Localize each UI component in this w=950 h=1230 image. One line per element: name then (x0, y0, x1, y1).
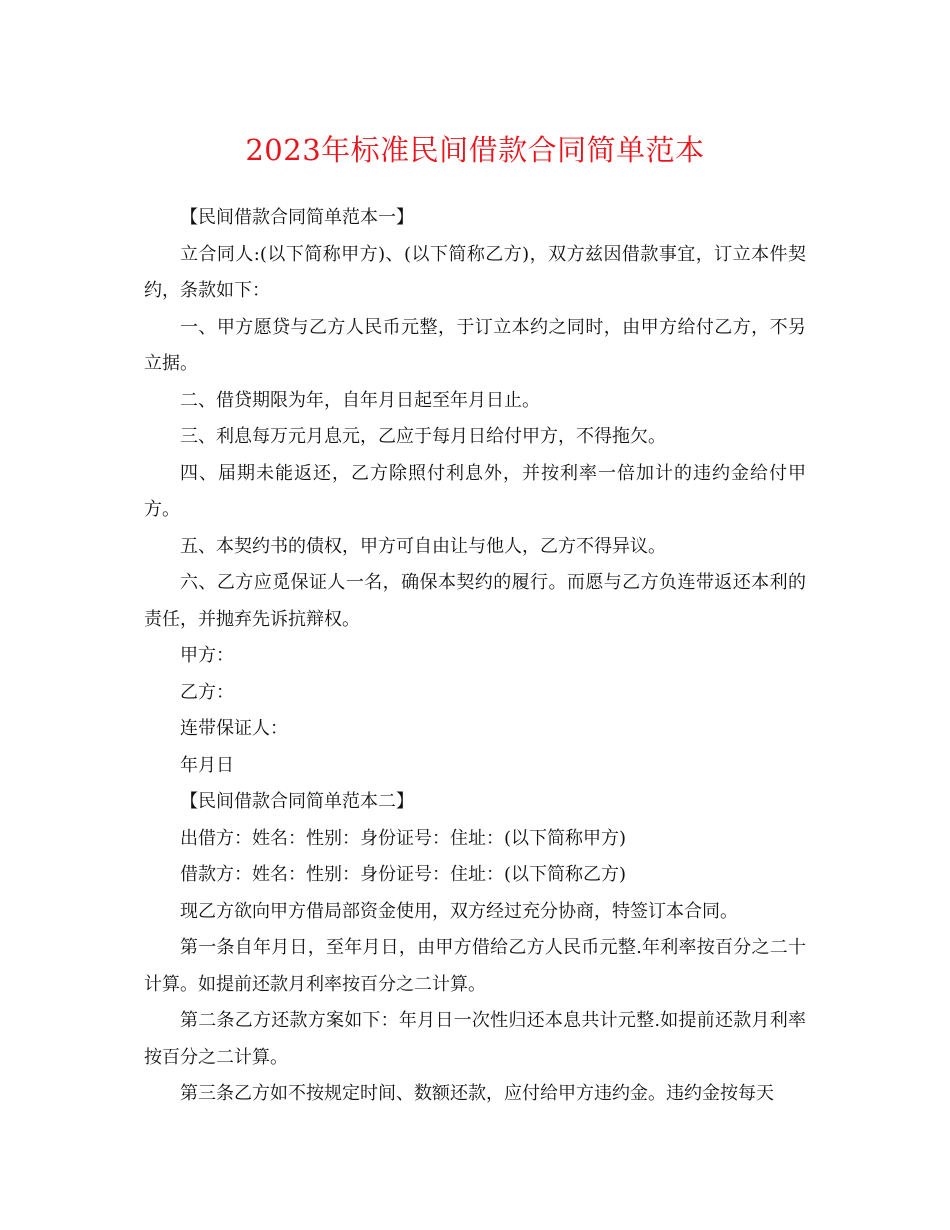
article-1: 第一条自年月日，至年月日，由甲方借给乙方人民币元整.年利率按百分之二十计算。如提前还款月利率按百分之二计算。 (144, 937, 806, 995)
clause-4: 四、届期未能返还，乙方除照付利息外，并按利率一倍加计的违约金给付甲方。 (144, 462, 806, 520)
clause-5: 五、本契约书的债权，甲方可自由让与他人，乙方不得异议。 (180, 535, 666, 557)
clause-1: 一、甲方愿贷与乙方人民币元整，于订立本约之同时，由甲方给付乙方，不另立据。 (144, 316, 806, 374)
document-title: 2023年标准民间借款合同简单范本 (245, 133, 705, 167)
signature-party-b: 乙方： (180, 681, 234, 703)
article-2: 第二条乙方还款方案如下：年月日一次性归还本息共计元整.如提前还款月利率按百分之二计算。 (144, 1010, 806, 1068)
borrower-info: 借款方：姓名：性别：身份证号：住址：(以下简称乙方) (180, 864, 627, 885)
document-body (144, 200, 806, 1113)
clause-3: 三、利息每万元月息元，乙应于每月日给付甲方，不得拖欠。 (180, 426, 666, 447)
section-heading-2: 【民间借款合同简单范本二】 (180, 791, 414, 812)
lender-info: 出借方：姓名：性别：身份证号：住址：(以下简称甲方) (180, 827, 627, 849)
clause-6: 六、乙方应觅保证人一名，确保本契约的履行。而愿与乙方负连带返还本利的责任，并抛弃先诉抗辩权。 (144, 572, 806, 630)
section-heading-1: 【民间借款合同简单范本一】 (180, 207, 414, 228)
paragraph-parties: 立合同人:(以下简称甲方)、(以下简称乙方)，双方兹因借款事宜，订立本件契约，条款如下： (144, 243, 806, 301)
paragraph-intro: 现乙方欲向甲方借局部资金使用，双方经过充分协商，特签订本合同。 (180, 900, 738, 922)
article-3: 第三条乙方如不按规定时间、数额还款，应付给甲方违约金。违约金按每天 (180, 1083, 774, 1104)
signature-party-a: 甲方： (180, 645, 234, 666)
clause-2: 二、借贷期限为年，自年月日起至年月日止。 (180, 389, 540, 411)
signature-date: 年月日 (180, 754, 234, 776)
signature-guarantor: 连带保证人： (180, 718, 288, 739)
